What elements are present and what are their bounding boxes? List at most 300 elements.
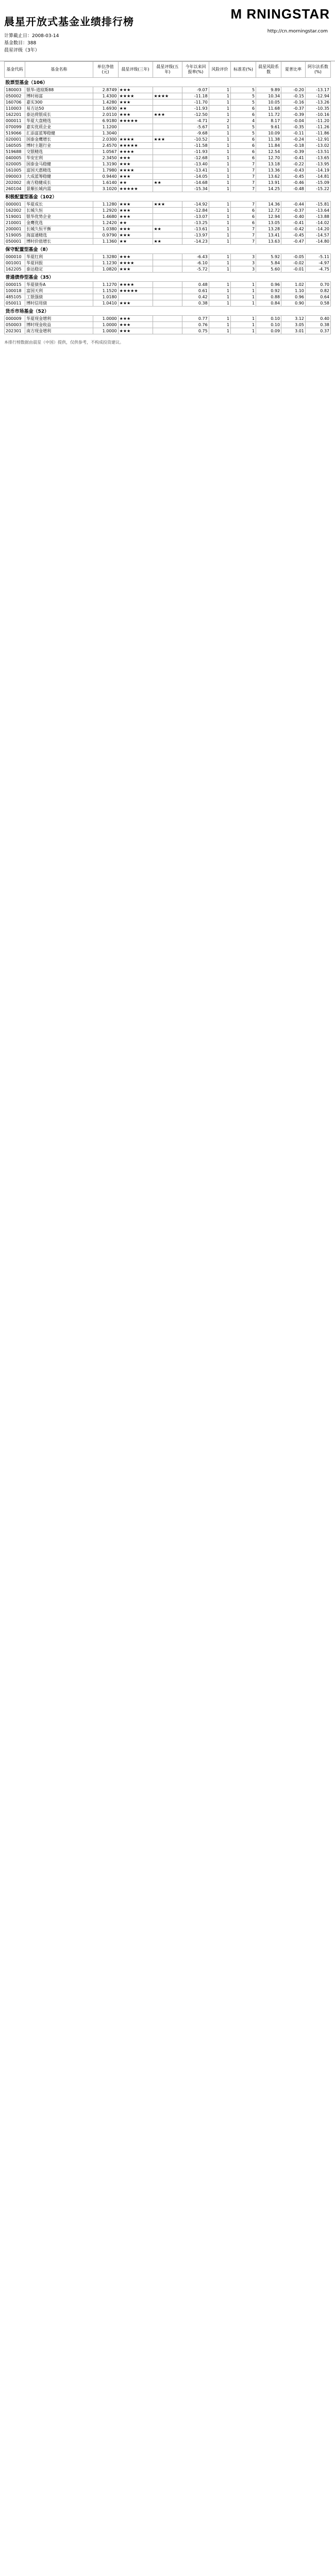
fund-name[interactable]: 富国天利	[25, 288, 93, 294]
table-cell: 0.82	[305, 288, 330, 294]
table-cell: 1	[209, 143, 230, 149]
table-body	[5, 78, 331, 334]
fund-name[interactable]: 博时信用债	[25, 300, 93, 307]
table-cell: 0.40	[305, 316, 330, 322]
table-cell: 1.1520	[93, 288, 118, 294]
table-cell	[153, 130, 182, 137]
table-row[interactable]	[5, 180, 331, 186]
table-row[interactable]	[5, 93, 331, 99]
fund-name[interactable]: 华夏大盘精选	[25, 118, 93, 124]
table-cell: ★★★	[118, 208, 153, 214]
table-cell: -13.26	[305, 99, 330, 106]
table-cell: 1.4300	[93, 93, 118, 99]
table-cell: -0.05	[281, 254, 306, 260]
fund-code[interactable]: 162002	[5, 208, 25, 214]
fund-name[interactable]: 海富通精选	[25, 232, 93, 239]
table-cell: -0.47	[281, 239, 306, 245]
table-cell: ★★★	[118, 155, 153, 161]
table-cell: 1.1200	[93, 124, 118, 130]
table-cell: 6	[231, 106, 256, 112]
table-cell: 1.02	[281, 282, 306, 288]
table-cell: -0.04	[281, 118, 306, 124]
table-cell: 1.0820	[93, 266, 118, 273]
table-cell: 1	[209, 208, 230, 214]
table-cell: -4.75	[305, 266, 330, 273]
table-cell: 0.10	[256, 316, 281, 322]
table-cell	[153, 143, 182, 149]
table-cell: ★★★	[118, 266, 153, 273]
table-row[interactable]	[5, 294, 331, 300]
table-cell: ★★★★	[118, 137, 153, 143]
table-cell: -5.67	[182, 124, 209, 130]
table-row[interactable]	[5, 232, 331, 239]
table-cell: 1.3190	[93, 161, 118, 167]
table-cell: 9.89	[256, 87, 281, 93]
table-row[interactable]	[5, 322, 331, 328]
table-cell: 5	[231, 93, 256, 99]
table-cell: 0.9440	[93, 174, 118, 180]
fund-code[interactable]: 162205	[5, 266, 25, 273]
table-cell: 1.0410	[93, 300, 118, 307]
category-title: 股票型基金（106）	[5, 80, 48, 86]
table-cell: 0.64	[305, 294, 330, 300]
table-row[interactable]	[5, 124, 331, 130]
fund-name[interactable]: 国泰金鹰增长	[25, 137, 93, 143]
table-cell: -0.02	[281, 260, 306, 266]
table-cell: ★★★	[153, 201, 182, 208]
table-cell: 0.92	[256, 288, 281, 294]
table-cell: 1	[231, 316, 256, 322]
fund-code[interactable]: 519001	[5, 214, 25, 220]
table-cell: 0.84	[256, 300, 281, 307]
table-row[interactable]	[5, 208, 331, 214]
table-cell: 8.17	[256, 118, 281, 124]
fund-code[interactable]: 260104	[5, 186, 25, 192]
table-cell: 0.09	[256, 328, 281, 334]
category-title: 保守配置型基金（8）	[5, 247, 51, 252]
table-cell: 3.01	[281, 328, 306, 334]
fund-code[interactable]: 519066	[5, 130, 25, 137]
fund-name[interactable]: 泰达稳定	[25, 266, 93, 273]
table-row[interactable]	[5, 99, 331, 106]
fund-code[interactable]: 050011	[5, 300, 25, 307]
table-cell: ★★★	[118, 214, 153, 220]
table-cell: -13.40	[182, 161, 209, 167]
table-cell: -13.61	[182, 226, 209, 232]
fund-code[interactable]: 519005	[5, 232, 25, 239]
col-header: 晨星风险系数	[256, 62, 281, 78]
table-cell: 1.1270	[93, 282, 118, 288]
fund-name[interactable]: 工银强债	[25, 294, 93, 300]
fund-name[interactable]: 嘉实300	[25, 99, 93, 106]
table-cell: 1.1230	[93, 260, 118, 266]
table-cell: 13.36	[256, 167, 281, 174]
table-row[interactable]	[5, 300, 331, 307]
fund-code[interactable]: 110003	[5, 106, 25, 112]
table-cell: 1.2420	[93, 220, 118, 226]
table-cell: 1.6140	[93, 180, 118, 186]
table-cell: 7	[231, 186, 256, 192]
fund-name[interactable]: 华夏回报	[25, 260, 93, 266]
table-cell: 6	[231, 137, 256, 143]
table-row[interactable]	[5, 112, 331, 118]
report-header	[0, 0, 335, 61]
table-cell: -13.88	[305, 214, 330, 220]
table-cell: -0.24	[281, 137, 306, 143]
table-cell: 1.7980	[93, 167, 118, 174]
table-cell: ★★★★	[118, 149, 153, 155]
table-cell: -6.43	[182, 254, 209, 260]
fund-code[interactable]: 161005	[5, 167, 25, 174]
table-cell: 1	[209, 300, 230, 307]
table-cell: -0.22	[281, 161, 306, 167]
table-cell: ★★★	[118, 112, 153, 118]
fund-name[interactable]: 交银精选	[25, 149, 93, 155]
table-cell: 1.0000	[93, 316, 118, 322]
table-cell: ★★★★★	[118, 143, 153, 149]
table-cell: 1	[209, 87, 230, 93]
fund-name[interactable]: 华安宏利	[25, 155, 93, 161]
table-cell: 1	[209, 149, 230, 155]
table-row[interactable]	[5, 137, 331, 143]
table-cell: -11.26	[305, 124, 330, 130]
fund-name[interactable]: 银华-道琼斯88	[25, 87, 93, 93]
table-cell: ★★★	[118, 300, 153, 307]
table-row[interactable]	[5, 201, 331, 208]
table-cell: 5	[231, 124, 256, 130]
table-cell: 3	[231, 266, 256, 273]
table-cell: 3	[231, 260, 256, 266]
table-cell: 1	[209, 137, 230, 143]
table-cell	[153, 260, 182, 266]
table-cell: 1	[231, 288, 256, 294]
table-cell: 2	[209, 118, 230, 124]
table-row[interactable]	[5, 239, 331, 245]
fund-name[interactable]: 华夏现金增利	[25, 316, 93, 322]
table-cell: 6.9180	[93, 118, 118, 124]
table-cell: -15.34	[182, 186, 209, 192]
col-header: 风险评价	[209, 62, 230, 78]
fund-code[interactable]: 202002	[5, 180, 25, 186]
fund-code[interactable]: 210001	[5, 220, 25, 226]
table-cell: 9.61	[256, 124, 281, 130]
table-cell: 0.37	[305, 328, 330, 334]
table-cell: ★★★★★	[118, 186, 153, 192]
fund-code[interactable]: 180003	[5, 87, 25, 93]
table-row[interactable]	[5, 316, 331, 322]
table-cell	[153, 155, 182, 161]
table-cell: 13.91	[256, 180, 281, 186]
table-cell: -0.48	[281, 186, 306, 192]
table-cell: 7	[231, 201, 256, 208]
rating-note: 晨星评级（3年）	[4, 48, 40, 53]
fund-code[interactable]: 050002	[5, 93, 25, 99]
table-cell: -6.10	[182, 260, 209, 266]
table-cell	[153, 322, 182, 328]
table-cell: 6	[231, 143, 256, 149]
table-cell: 10.34	[256, 93, 281, 99]
fund-name[interactable]: 富国天惠精选	[25, 167, 93, 174]
table-cell: -14.05	[182, 174, 209, 180]
table-cell: -13.97	[182, 232, 209, 239]
fund-name[interactable]: 博时价值增长	[25, 239, 93, 245]
col-header: 晨星评级(五年)	[153, 62, 182, 78]
fund-code[interactable]: 000015	[5, 282, 25, 288]
table-cell: 1.1280	[93, 201, 118, 208]
table-row[interactable]	[5, 167, 331, 174]
table-cell: -15.09	[305, 180, 330, 186]
footer-note: 本排行榜数据由晨星（中国）提供，仅供参考，不构成投资建议。	[4, 340, 124, 345]
fund-name[interactable]: 泰达荷银成长	[25, 112, 93, 118]
fund-code[interactable]: 000010	[5, 254, 25, 260]
table-cell: -9.68	[182, 130, 209, 137]
fund-name[interactable]: 南方稳健成长	[25, 180, 93, 186]
table-cell: 1	[209, 288, 230, 294]
table-cell: -11.20	[305, 118, 330, 124]
table-cell: 5.84	[256, 260, 281, 266]
category-title: 积极配置型基金（102）	[5, 194, 57, 200]
site-url[interactable]: http://cn.morningstar.com	[267, 29, 328, 34]
table-cell: 5.92	[256, 254, 281, 260]
table-cell: 5	[231, 87, 256, 93]
fund-name[interactable]: 博时裕富	[25, 93, 93, 99]
table-cell: ★★★★	[153, 93, 182, 99]
fund-name[interactable]: 金鹰优选	[25, 220, 93, 226]
table-cell: 0.76	[182, 322, 209, 328]
fund-name[interactable]: 长城久恒	[25, 208, 93, 214]
table-row[interactable]	[5, 186, 331, 192]
table-cell: 1	[209, 232, 230, 239]
table-row[interactable]	[5, 174, 331, 180]
table-cell: 13.28	[256, 226, 281, 232]
table-cell: 0.88	[256, 294, 281, 300]
table-cell	[153, 300, 182, 307]
table-cell: -4.97	[305, 260, 330, 266]
table-row[interactable]	[5, 143, 331, 149]
table-cell: ★★★	[118, 226, 153, 232]
fund-name[interactable]: 华夏债券A	[25, 282, 93, 288]
table-cell: -13.65	[305, 155, 330, 161]
table-row[interactable]	[5, 266, 331, 273]
table-row[interactable]	[5, 87, 331, 93]
table-cell: 6	[231, 214, 256, 220]
table-cell: 7	[231, 167, 256, 174]
table-cell: 11.72	[256, 112, 281, 118]
table-cell: ★★★	[118, 328, 153, 334]
col-header: 晨星评级(三年)	[118, 62, 153, 78]
fund-name[interactable]: 华夏红利	[25, 254, 93, 260]
table-cell: 1	[209, 260, 230, 266]
fund-code[interactable]: 090003	[5, 174, 25, 180]
table-cell: 1.0000	[93, 322, 118, 328]
category-row	[5, 192, 331, 201]
table-cell: -11.70	[182, 99, 209, 106]
table-cell: -15.22	[305, 186, 330, 192]
table-cell: 1	[209, 254, 230, 260]
table-row[interactable]	[5, 254, 331, 260]
table-row[interactable]	[5, 288, 331, 294]
table-cell	[153, 316, 182, 322]
table-cell: -9.07	[182, 87, 209, 93]
fund-name[interactable]: 嘉实优质企业	[25, 124, 93, 130]
table-cell: -0.41	[281, 220, 306, 226]
fund-name[interactable]: 博时主题行业	[25, 143, 93, 149]
table-row[interactable]	[5, 282, 331, 288]
table-cell: 7	[231, 232, 256, 239]
fund-code[interactable]: 000011	[5, 118, 25, 124]
table-cell: 0.61	[182, 288, 209, 294]
fund-code[interactable]: 000009	[5, 316, 25, 322]
table-cell: 1.4280	[93, 99, 118, 106]
table-cell: 7	[231, 174, 256, 180]
fund-code[interactable]: 040005	[5, 155, 25, 161]
table-cell: -12.84	[182, 208, 209, 214]
fund-name[interactable]: 易方达50	[25, 106, 93, 112]
fund-code[interactable]: 485105	[5, 294, 25, 300]
table-row[interactable]	[5, 155, 331, 161]
table-row[interactable]	[5, 328, 331, 334]
table-cell: -14.92	[182, 201, 209, 208]
table-cell: ★★★	[118, 254, 153, 260]
table-cell: -13.41	[182, 167, 209, 174]
table-cell: -0.45	[281, 232, 306, 239]
table-cell: 1	[209, 322, 230, 328]
table-cell: 1	[209, 99, 230, 106]
fund-code[interactable]: 020005	[5, 161, 25, 167]
table-cell: 2.4570	[93, 143, 118, 149]
table-cell: 0.75	[182, 328, 209, 334]
table-cell: 7	[231, 180, 256, 186]
category-row	[5, 307, 331, 316]
fund-code[interactable]: 001001	[5, 260, 25, 266]
table-cell: 1.3280	[93, 254, 118, 260]
table-cell: -14.02	[305, 220, 330, 226]
table-cell: ★★★	[118, 322, 153, 328]
fund-code[interactable]: 160706	[5, 99, 25, 106]
table-cell: -13.64	[305, 208, 330, 214]
table-row[interactable]	[5, 260, 331, 266]
table-cell: -0.39	[281, 149, 306, 155]
table-cell: -0.43	[281, 167, 306, 174]
table-cell: 1.0380	[93, 226, 118, 232]
table-row[interactable]	[5, 220, 331, 226]
table-cell	[118, 124, 153, 130]
table-row[interactable]	[5, 118, 331, 124]
table-cell: 12.54	[256, 149, 281, 155]
table-cell: 1.2920	[93, 208, 118, 214]
table-row[interactable]	[5, 226, 331, 232]
table-cell: 2.0300	[93, 137, 118, 143]
fund-code[interactable]: 050003	[5, 322, 25, 328]
table-cell: 1	[209, 294, 230, 300]
table-cell: 1.6930	[93, 106, 118, 112]
table-row[interactable]	[5, 149, 331, 155]
table-cell	[153, 208, 182, 214]
table-cell: -11.93	[182, 149, 209, 155]
table-cell: -0.11	[281, 130, 306, 137]
fund-code[interactable]: 162201	[5, 112, 25, 118]
fund-code[interactable]: 050001	[5, 239, 25, 245]
table-cell: 5	[231, 130, 256, 137]
table-row[interactable]	[5, 214, 331, 220]
table-row[interactable]	[5, 161, 331, 167]
fund-name[interactable]: 银华优势企业	[25, 214, 93, 220]
fund-name[interactable]: 博时现金收益	[25, 322, 93, 328]
fund-name[interactable]: 长城久恒平衡	[25, 226, 93, 232]
table-cell: 1	[209, 239, 230, 245]
table-cell: ★★	[153, 239, 182, 245]
col-header: 夏普比率	[281, 62, 306, 78]
fund-name[interactable]: 汇添富蓝筹稳健	[25, 130, 93, 137]
fund-code[interactable]: 202301	[5, 328, 25, 334]
fund-name[interactable]: 华夏成长	[25, 201, 93, 208]
table-cell: 1.10	[281, 288, 306, 294]
fund-code[interactable]: 160505	[5, 143, 25, 149]
table-cell: 1	[209, 282, 230, 288]
fund-code[interactable]: 100018	[5, 288, 25, 294]
table-row[interactable]	[5, 130, 331, 137]
table-cell: ★★	[153, 226, 182, 232]
report-title: 晨星开放式基金业绩排行榜	[4, 15, 134, 28]
table-cell	[153, 214, 182, 220]
calc-date: 计算截止日：2008-03-14	[4, 33, 59, 39]
table-cell: -4.71	[182, 118, 209, 124]
table-cell: 0.70	[305, 282, 330, 288]
table-cell: ★★★★	[118, 260, 153, 266]
category-row	[5, 78, 331, 87]
table-cell: 0.90	[281, 300, 306, 307]
table-row[interactable]	[5, 106, 331, 112]
table-cell: 6	[231, 149, 256, 155]
table-cell: -0.18	[281, 143, 306, 149]
fund-code[interactable]: 020001	[5, 137, 25, 143]
table-cell: -12.50	[182, 112, 209, 118]
table-cell	[153, 294, 182, 300]
col-header: 标准差(%)	[231, 62, 256, 78]
morningstar-logo: M RNINGSTAR	[230, 6, 330, 22]
table-cell	[153, 186, 182, 192]
fund-name[interactable]: 景顺长城内需	[25, 186, 93, 192]
table-cell: ★★★	[153, 137, 182, 143]
table-cell	[153, 167, 182, 174]
fund-name[interactable]: 国泰金马稳健	[25, 161, 93, 167]
table-cell: -0.40	[281, 214, 306, 220]
table-cell	[153, 87, 182, 93]
table-cell: 1	[209, 124, 230, 130]
table-cell: 0.58	[305, 300, 330, 307]
table-cell: 5.60	[256, 266, 281, 273]
fund-code[interactable]: 519688	[5, 149, 25, 155]
table-cell: ★★★	[118, 99, 153, 106]
fund-code[interactable]: 000001	[5, 201, 25, 208]
table-cell: ★★	[153, 180, 182, 186]
table-cell: 1	[209, 214, 230, 220]
table-cell: 1	[209, 130, 230, 137]
table-cell	[153, 174, 182, 180]
fund-name[interactable]: 南方现金增利	[25, 328, 93, 334]
table-cell: 1	[231, 328, 256, 334]
table-cell: 11.38	[256, 137, 281, 143]
table-cell: 1	[209, 220, 230, 226]
table-cell: -0.37	[281, 106, 306, 112]
table-cell: 1	[209, 328, 230, 334]
table-cell: ★★★★	[118, 282, 153, 288]
col-header: 基金名称	[25, 62, 93, 78]
table-cell: 13.41	[256, 232, 281, 239]
fund-code[interactable]: 070099	[5, 124, 25, 130]
fund-name[interactable]: 大成蓝筹稳健	[25, 174, 93, 180]
fund-code[interactable]: 200001	[5, 226, 25, 232]
